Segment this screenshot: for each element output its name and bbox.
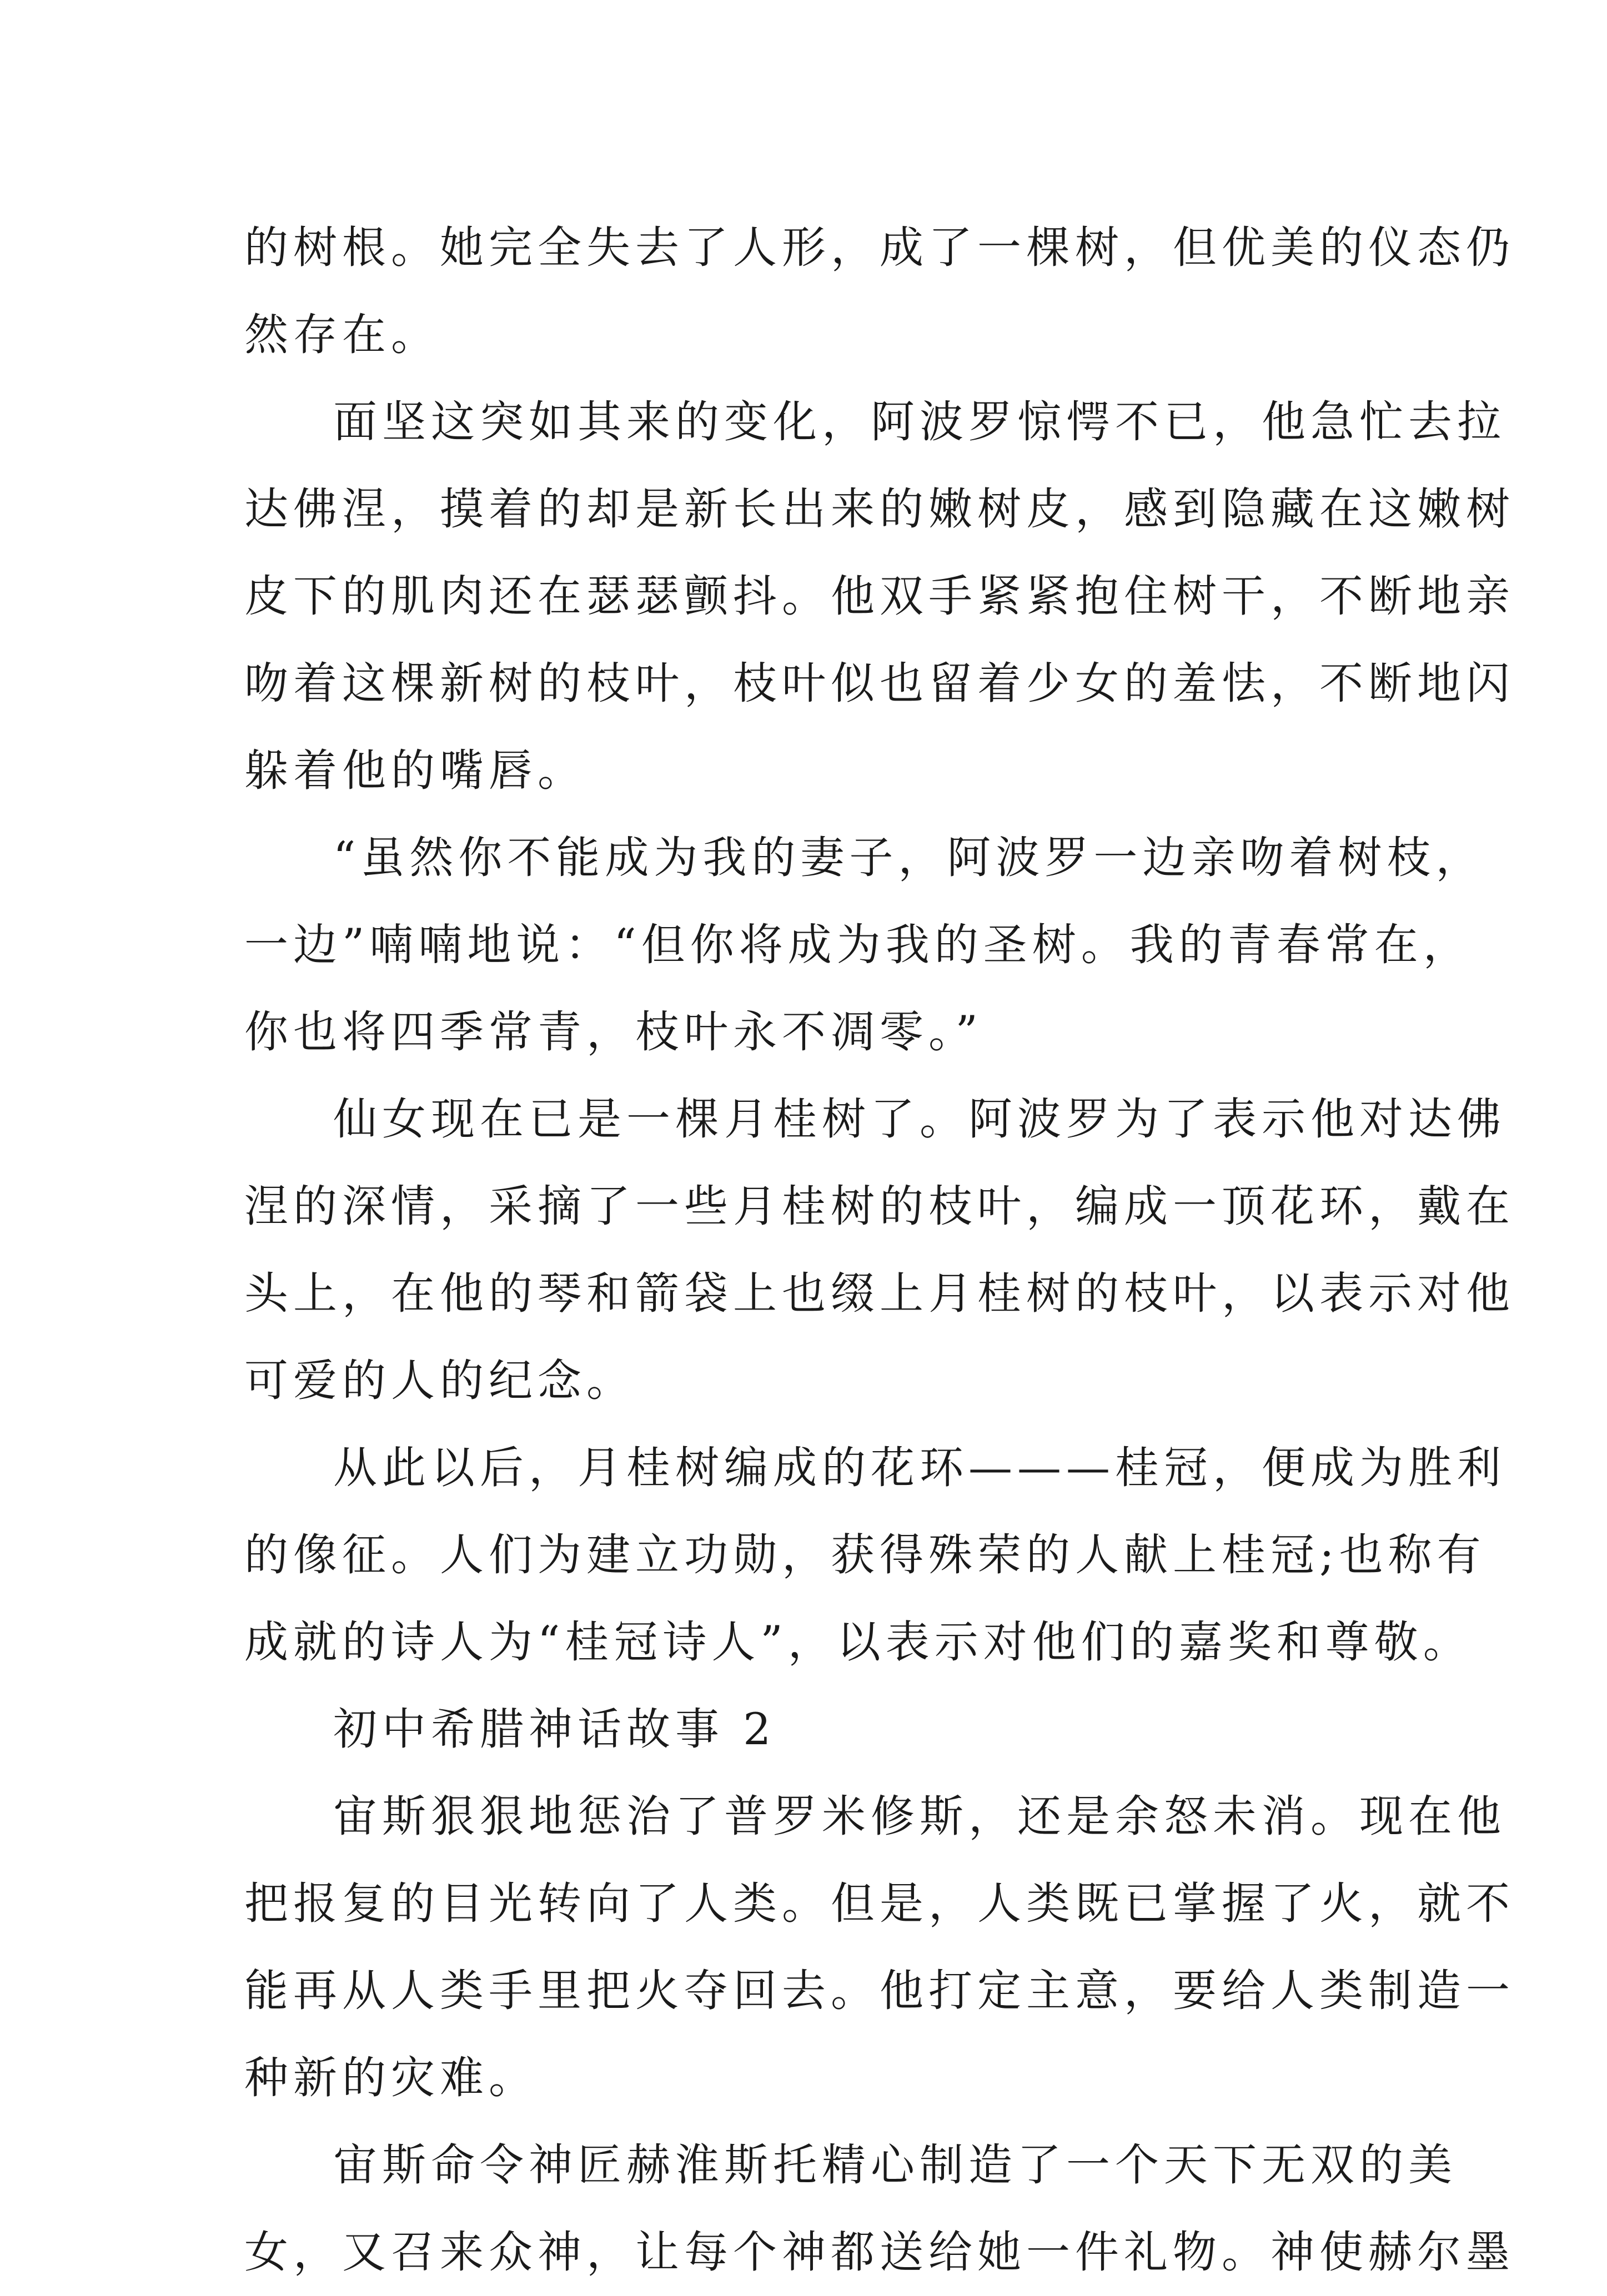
text-line: 把报复的目光转向了人类。但是，人类既已掌握了火，就不 <box>244 1878 1515 1929</box>
text-line: 头上，在他的琴和箭袋上也缀上月桂树的枝叶，以表示对他 <box>244 1268 1515 1319</box>
text-line: 然存在。 <box>244 309 440 360</box>
text-line: 女，又召来众神，让每个神都送给她一件礼物。神使赫尔墨 <box>244 2227 1515 2278</box>
text-line: 的树根。她完全失去了人形，成了一棵树，但优美的仪态仍 <box>244 222 1515 273</box>
text-line: 达佛涅，摸着的却是新长出来的嫩树皮，感到隐藏在这嫩树 <box>244 484 1515 535</box>
text-line: 从此以后，月桂树编成的花环———桂冠，便成为胜利 <box>333 1442 1506 1493</box>
text-line: 仙女现在已是一棵月桂树了。阿波罗为了表示他对达佛 <box>333 1094 1506 1145</box>
text-line: 宙斯命令神匠赫淮斯托精心制造了一个天下无双的美 <box>333 2139 1457 2191</box>
text-line: 宙斯狠狠地惩治了普罗米修斯，还是余怒未消。现在他 <box>333 1791 1506 1842</box>
text-line: 成就的诗人为“桂冠诗人”，以表示对他们的嘉奖和尊敬。 <box>244 1617 1472 1668</box>
document-body <box>244 204 1515 2296</box>
text-line: “虽然你不能成为我的妻子，阿波罗一边亲吻着树枝， <box>333 832 1485 883</box>
text-line: 你也将四季常青，枝叶永不凋零。” <box>244 1006 983 1058</box>
text-line: 种新的灾难。 <box>244 2052 538 2103</box>
text-line: 面坚这突如其来的变化，阿波罗惊愕不已，他急忙去拉 <box>333 396 1506 447</box>
text-line: 躲着他的嘴唇。 <box>244 745 586 796</box>
text-line: 一边”喃喃地说：“但你将成为我的圣树。我的青春常在， <box>244 919 1472 970</box>
text-line: 可爱的人的纪念。 <box>244 1355 635 1406</box>
text-line: 的像征。人们为建立功勋，获得殊荣的人献上桂冠;也称有 <box>244 1529 1486 1580</box>
text-line: 涅的深情，采摘了一些月桂树的枝叶，编成一顶花环，戴在 <box>244 1181 1515 1232</box>
text-line: 能再从人类手里把火夺回去。他打定主意，要给人类制造一 <box>244 1965 1515 2016</box>
text-line: 吻着这棵新树的枝叶，枝叶似也留着少女的羞怯，不断地闪 <box>244 658 1515 709</box>
section-heading: 初中希腊神话故事 2 <box>333 1704 776 1755</box>
text-line: 皮下的肌肉还在瑟瑟颤抖。他双手紧紧抱住树干，不断地亲 <box>244 571 1515 622</box>
